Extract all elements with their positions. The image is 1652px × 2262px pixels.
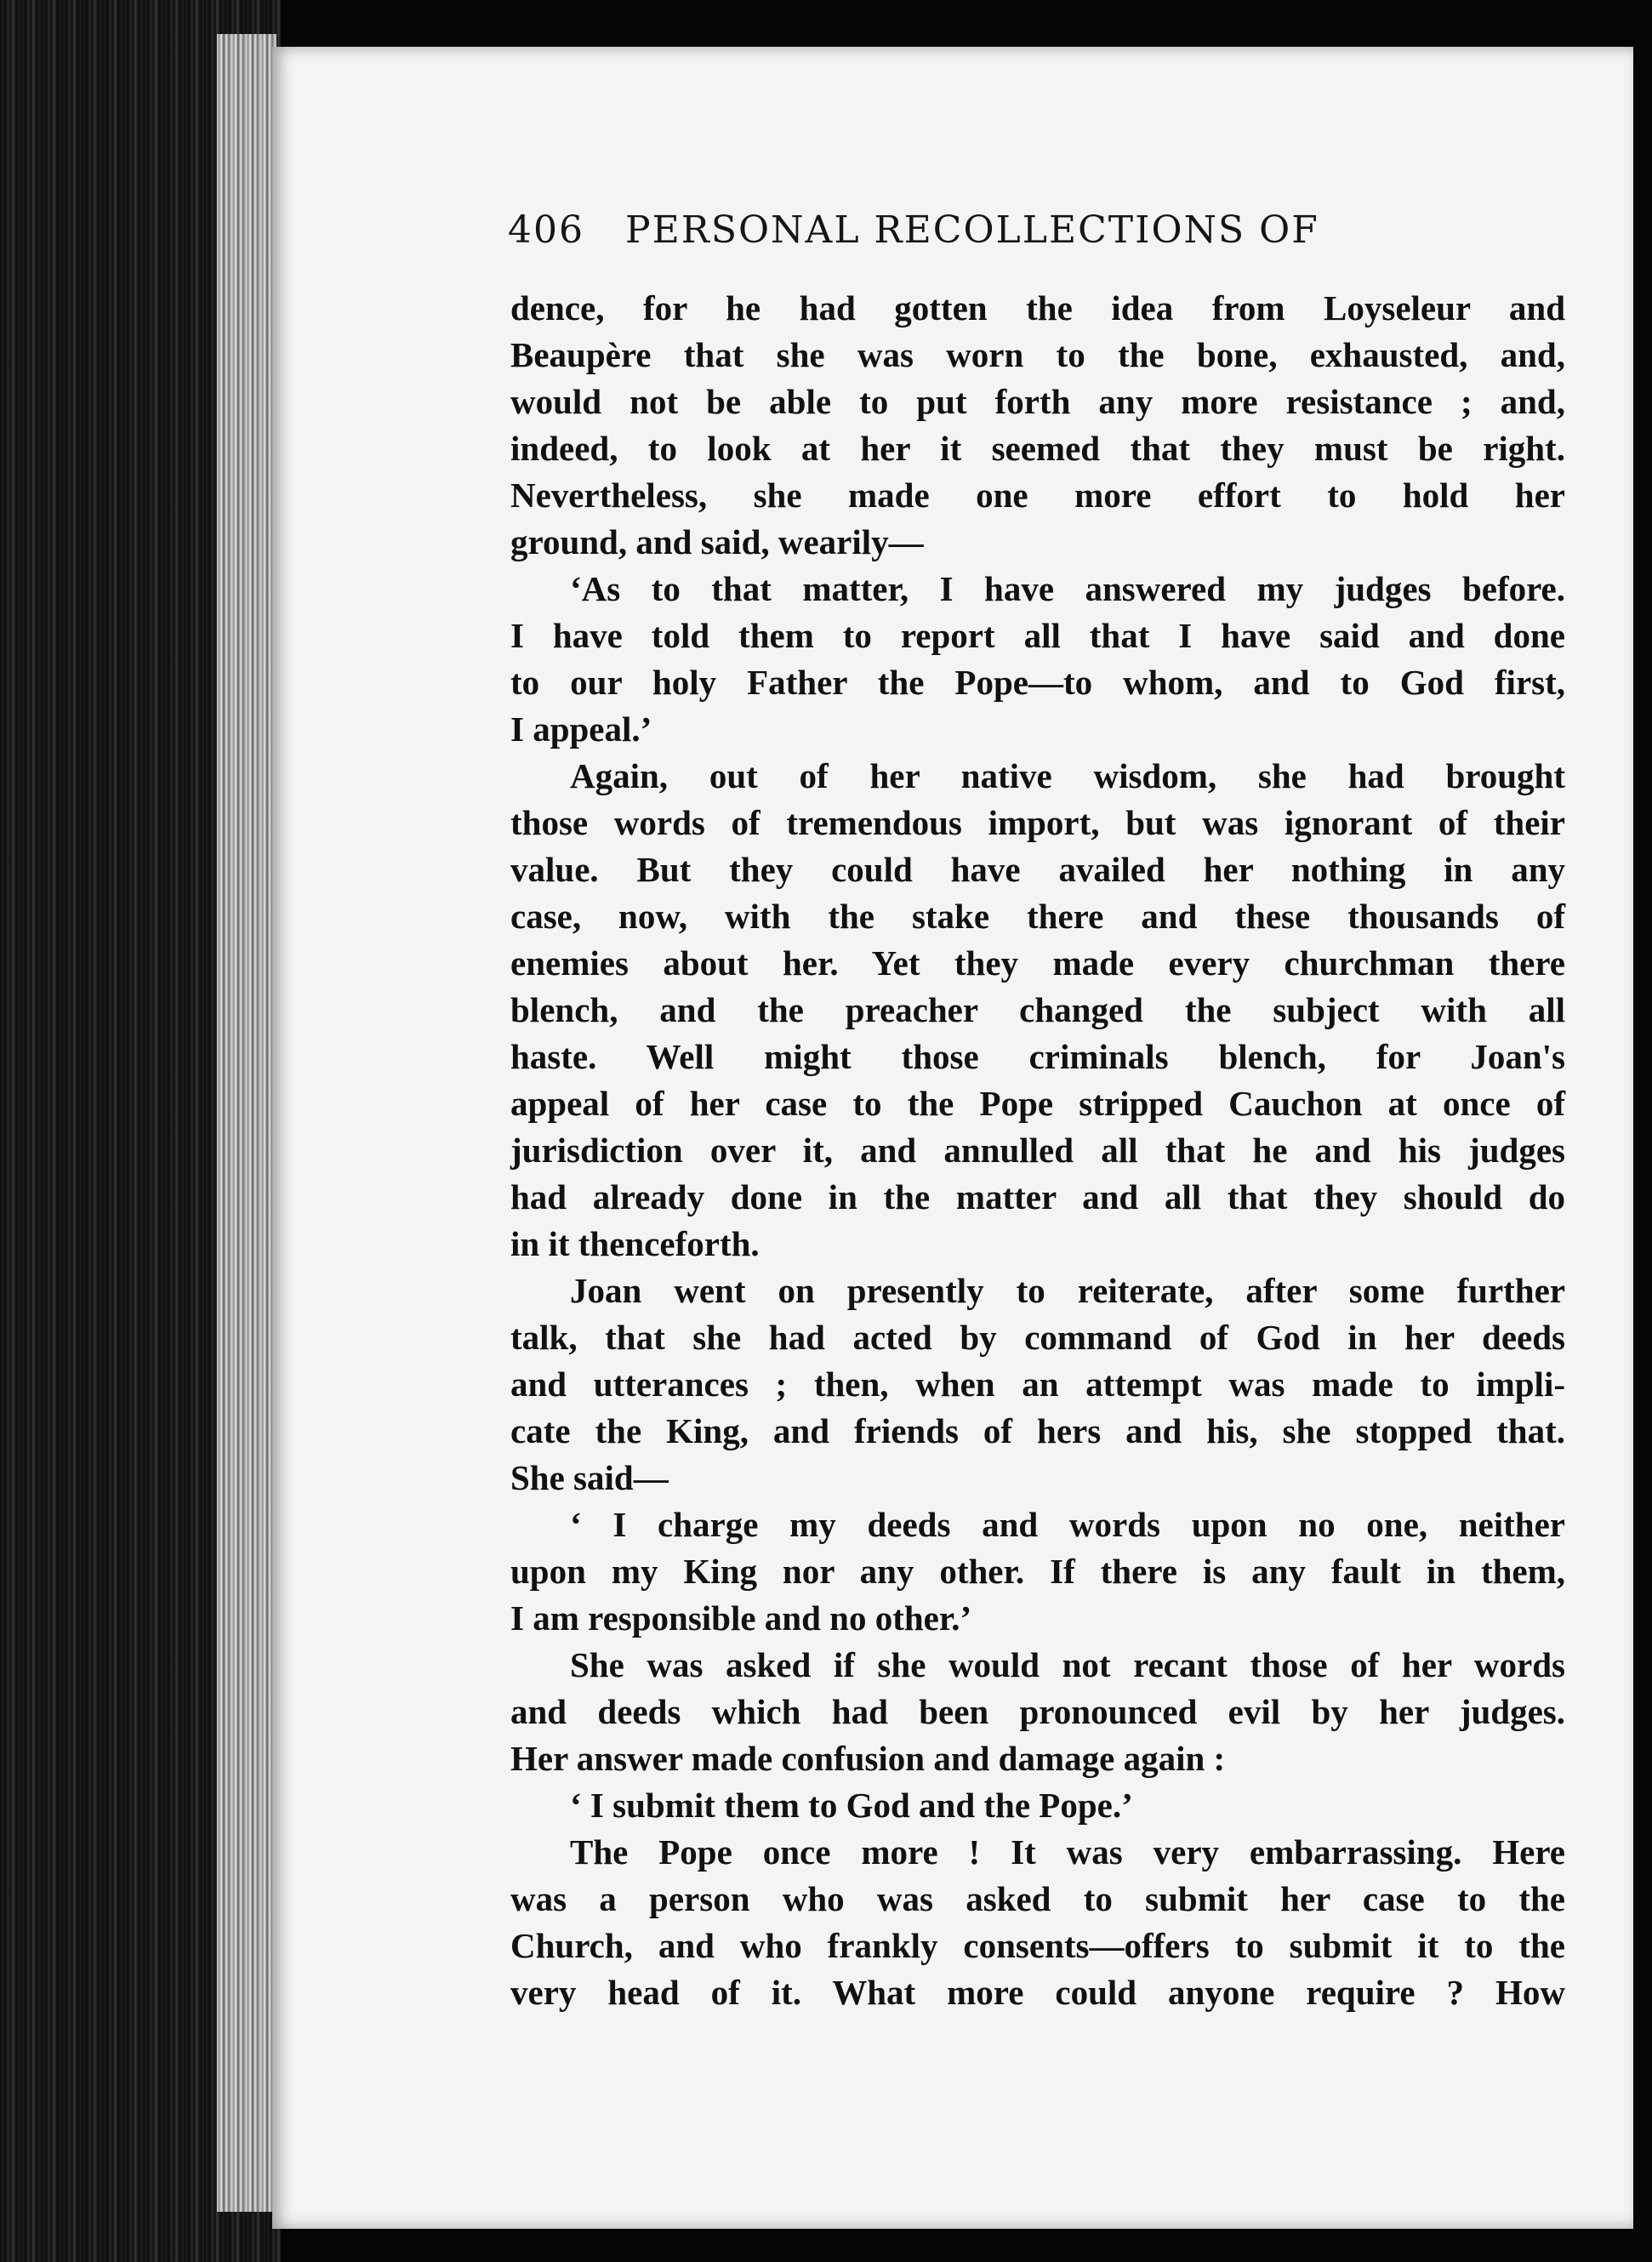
text-line: ground, and said, wearily— xyxy=(510,522,924,561)
text-line: upon my King nor any other. If there is any fault in them, xyxy=(510,1552,1565,1591)
running-head xyxy=(508,208,1563,268)
text-line: and utterances ; then, when an attempt was made to impli- xyxy=(510,1365,1565,1404)
text-line: I have told them to report all that I have said and done xyxy=(510,616,1565,655)
text-line: Again, out of her native wisdom, she had brought xyxy=(570,756,1565,795)
text-line: talk, that she had acted by command of God in her deeds xyxy=(510,1318,1565,1357)
text-line: I appeal.’ xyxy=(510,709,652,749)
text-line: I am responsible and no other.’ xyxy=(510,1598,972,1638)
text-line: dence, for he had gotten the idea from Loyseleur and xyxy=(510,288,1565,328)
text-line: and deeds which had been pronounced evil by her judges. xyxy=(510,1692,1565,1731)
text-line: blench, and the preacher changed the subject with all xyxy=(510,990,1565,1029)
text-line: very head of it. What more could anyone require ? How xyxy=(510,1973,1565,2012)
text-line: Church, and who frankly consents—offers to submit it to the xyxy=(510,1926,1565,1965)
text-line: to our holy Father the Pope—to whom, and to God first, xyxy=(510,663,1565,702)
text-line: value. But they could have availed her nothing in any xyxy=(510,850,1565,889)
text-line: Her answer made confusion and damage again : xyxy=(510,1739,1226,1778)
text-line: Joan went on presently to reiterate, after some further xyxy=(570,1271,1565,1310)
text-line: was a person who was asked to submit her case to the xyxy=(510,1879,1565,1918)
text-line: She said— xyxy=(510,1458,669,1497)
text-line: haste. Well might those criminals blench, for Joan's xyxy=(510,1037,1565,1076)
text-line: indeed, to look at her it seemed that they must be right. xyxy=(510,429,1565,468)
body-text xyxy=(510,285,1565,2016)
text-line: She was asked if she would not recant those of her words xyxy=(570,1645,1565,1684)
running-title: PERSONAL RECOLLECTIONS OF xyxy=(624,208,1319,252)
text-line: appeal of her case to the Pope stripped Cauchon at once of xyxy=(510,1084,1565,1123)
text-line: cate the King, and friends of hers and his, she stopped that. xyxy=(510,1411,1565,1450)
text-line: The Pope once more ! It was very embarrassing. Here xyxy=(570,1832,1565,1872)
text-line: jurisdiction over it, and annulled all that he and his judges xyxy=(510,1131,1565,1170)
text-line: Beaupère that she was worn to the bone, exhausted, and, xyxy=(510,335,1565,374)
text-line: would not be able to put forth any more resistance ; and, xyxy=(510,382,1565,421)
text-line: enemies about her. Yet they made every churchman there xyxy=(510,943,1565,983)
text-line: ‘ I submit them to God and the Pope.’ xyxy=(570,1786,1133,1825)
text-line: ‘As to that matter, I have answered my judges before. xyxy=(570,569,1565,608)
page-number: 406 xyxy=(508,208,584,252)
text-line: in it thenceforth. xyxy=(510,1224,760,1263)
text-line: case, now, with the stake there and these thousands of xyxy=(510,897,1565,936)
text-line: those words of tremendous import, but was ignorant of their xyxy=(510,803,1565,842)
page-edges xyxy=(217,34,276,2212)
text-line: ‘ I charge my deeds and words upon no one, neither xyxy=(570,1505,1565,1544)
text-line: had already done in the matter and all that they should do xyxy=(510,1177,1565,1216)
text-line: Nevertheless, she made one more effort to hold her xyxy=(510,476,1565,515)
